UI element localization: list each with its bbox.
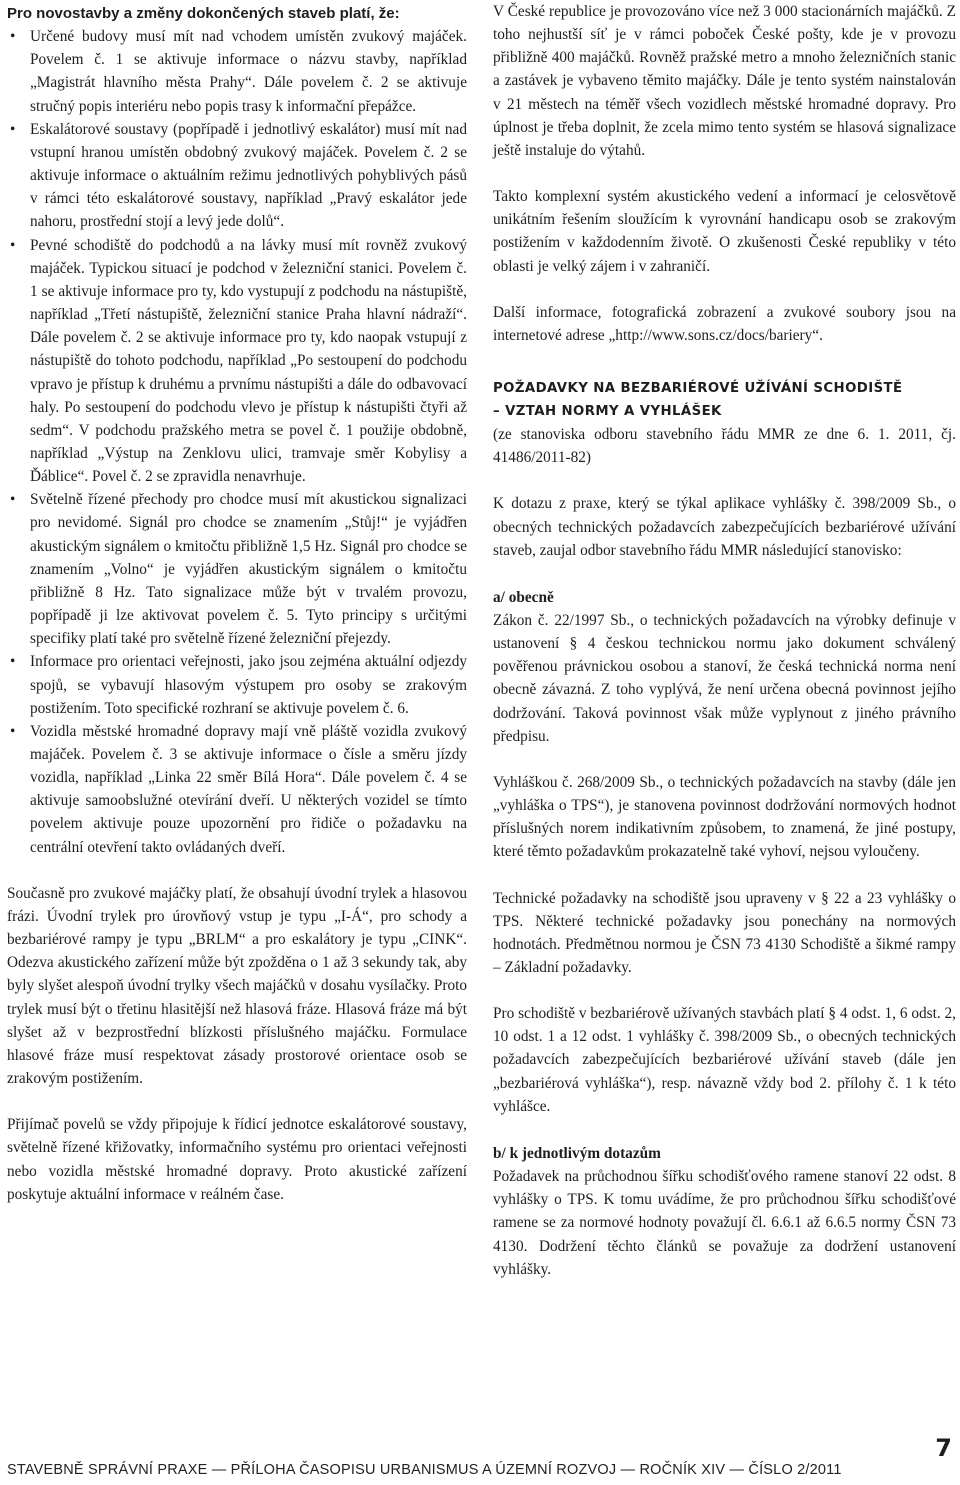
paragraph: Přijímač povelů se vždy připojuje k řídicí jednotce eskalátorové soustavy, světelně řízené křižovatky, informačního systému pro orientaci veřejnosti nebo vozidla městské hromadné dopravy. Proto akustické zařízení poskytuje aktuální informace v reálném čase. <box>7 1116 467 1203</box>
paragraph: Další informace, fotografická zobrazení a zvukové soubory jsou na internetové adrese „http://www.sons.cz/docs/bariery“. <box>493 303 956 344</box>
requirements-list <box>7 25 467 859</box>
left-column <box>7 0 467 1206</box>
list-item: • Pevné schodiště do podchodů a na lávky musí mít rovněž zvukový majáček. Typickou situací je podchod v železniční stanici. Povelem č. 1 se aktivuje informace pro ty, kdo vystupují z podchodu na nástupiště, například „Třetí nástupiště, železniční stanice Praha hlavní nádraží“. Dále povelem č. 2 se aktivuje informace pro ty, kdo naopak vstupují z nástupiště do tohoto podchodu, například „Po sestoupení do podchodu vpravo je přístup k druhému a prvnímu nástupišti a dále do odbavovací haly. Po sestoupení do podchodu vlevo je přístup k nástupišti čtyři až sedm“. V podchodu pražského metra se povel č. 1 použije obdobně, například „Výstup na Zenklovu ulici, tramvaje směr Kobylisy a Ďáblice“. Povel č. 2 se zpravidla nenavrhuje. <box>7 234 467 489</box>
right-column <box>493 0 956 1281</box>
list-item: • Eskalátorové soustavy (popřípadě i jednotlivý eskalátor) musí mít nad vstupní hranou umístěn obdobný zvukový majáček. Povelem č. 2 se aktivuje informace o aktuálním režimu jednotlivých pohyblivých pásů v rámci této eskalátorové soustavy, například „Pravý eskalátor jede nahoru, prostřední stojí a levý jede dolů“. <box>7 118 467 234</box>
subheading: b/ k jednotlivým dotazům <box>493 1144 661 1162</box>
list-item: • Vozidla městské hromadné dopravy mají vně pláště vozidla zvukový majáček. Povelem č. 3 se aktivuje informace o čísle a směru jízdy vozidla, například „Linka 22 směr Bílá Hora“. Dále povelem č. 4 se aktivuje samoobslužné otevírání dveří. U některých vozidel se tímto povelem aktivuje pouze upozornění pro řidiče o požadavku na centrální otevření takto ovládaných dveří. <box>7 720 467 859</box>
paragraph: Vyhláškou č. 268/2009 Sb., o technických požadavcích na stavby (dále jen „vyhláška o TPS“), je stanovena povinnost dodržování normových hodnot příslušných norem indikativním způsobem, to znamená, že jiné postupy, které těmto požadavkům prokazatelně také vyhoví, nejsou vyloučeny. <box>493 773 956 861</box>
paragraph: V České republice je provozováno více než 3 000 stacionárních majáčků. Z toho nejhustší síť je v rámci poboček České pošty, kde je v provozu přibližně 400 majáčků. Rovněž pražské metro a mnoho železničních stanic a zastávek je vybaveno těmito majáčky. Dále je tento systém nainstalován v 21 městech na téměř všech vozidlech městské hromadné dopravy. Pro úplnost je třeba doplnit, že zcela mimo tento systém se hlasová signalizace ještě instaluje do výtahů. <box>493 3 956 159</box>
section-heading-line: – VZTAH NORMY A VYHLÁŠEK <box>493 404 722 420</box>
source-note: (ze stanoviska odboru stavebního řádu MMR ze dne 6. 1. 2011, čj. 41486/2011-82) <box>493 426 956 467</box>
intro-heading: Pro novostavby a změny dokončených staveb platí, že: <box>7 5 400 22</box>
paragraph: Pro schodiště v bezbariérově užívaných stavbách platí § 4 odst. 1, 6 odst. 2, 10 odst. 1 a 12 odst. 1 vyhlášky č. 398/2009 Sb., o obecných technických požadavcích zabezpečujících bezbariérové užívání staveb (dále jen „bezbariérová vyhláška“), resp. návazně vždy bod 2. přílohy č. 1 k této vyhlášce. <box>493 1005 956 1115</box>
section-heading <box>493 377 956 423</box>
paragraph: Požadavek na průchodnou šířku schodišťového ramene stanoví 22 odst. 8 vyhlášky o TPS. K tomu uvádíme, že pro průchodnou šířku schodišťové ramene se za normové hodnoty považují čl. 6.6.1 až 6.6.5 normy ČSN 73 4130. Dodržení těchto článků se považuje za dodržení ustanovení vyhlášky. <box>493 1168 956 1278</box>
page-number: 7 <box>935 1434 952 1462</box>
paragraph: Zákon č. 22/1997 Sb., o technických požadavcích na výrobky definuje v ustanovení § 4 českou technickou normu jako dokument schválený pověřenou právnickou osobou a stanoví, že česká technická norma není obecně závazná. Z toho vyplývá, že není určena obecná povinnost jejího dodržování. Taková povinnost však může vyplynout z jiného právního předpisu. <box>493 611 956 745</box>
paragraph: Takto komplexní systém akustického vedení a informací je celosvětově unikátním řešením sloužícím k vyrovnání handicapu osob se zrakovým postižením v každodenním životě. O zkušenosti České republiky v této oblasti je velký zájem i v zahraničí. <box>493 188 956 275</box>
subheading: a/ obecně <box>493 588 554 606</box>
paragraph: Technické požadavky na schodiště jsou upraveny v § 22 a 23 vyhlášky o TPS. Některé technické požadavky jsou ponechány na normových hodnotách. Předmětnou normou je ČSN 73 4130 Schodiště a šikmé rampy – Základní požadavky. <box>493 889 956 976</box>
list-item: • Informace pro orientaci veřejnosti, jako jsou zejména aktuální odjezdy spojů, se vybavují hlasovým výstupem pro osoby se zrakovým postižením. Toto specifické rozhraní se aktivuje povelem č. 6. <box>7 650 467 719</box>
running-footer: STAVEBNĚ SPRÁVNÍ PRAXE — PŘÍLOHA ČASOPISU URBANISMUS A ÚZEMNÍ ROZVOJ — ROČNÍK XIV — ČÍSLO 2/2011 <box>7 1462 842 1478</box>
paragraph: Současně pro zvukové majáčky platí, že obsahují úvodní trylek a hlasovou frázi. Úvodní trylek pro úrovňový vstup je typu „I-Á“, pro schody a bezbariérové rampy je typu „BRLM“ a pro eskalátory je typu „CINK“. Odezva akustického zařízení může být zpožděna o 1 až 3 sekundy tak, aby byly slyšet alespoň úvodní trylky všech majáčků v dosahu vysílačky. Proto trylek musí být o třetinu hlasitější než hlasová fráze. Hlasová fráze má být slyšet až v bezprostřední blízkosti příslušného majáčku. Formulace hlasové fráze musí respektovat zásady prostorové orientace osob se zrakovým postižením. <box>7 884 467 1088</box>
list-item: • Světelně řízené přechody pro chodce musí mít akustickou signalizaci pro nevidomé. Signál pro chodce se znamením „Stůj!“ je vyjádřen akustickým signálem o kmitočtu přibližně 1,5 Hz. Signál pro chodce se znamením „Volno“ je vyjádřen akustickým signálem o kmitočtu přibližně 8 Hz. Tato signalizace může být v trvalém provozu, popřípadě ji lze aktivovat povelem č. 5. Tyto principy s určitými specifiky platí také pro světelně řízené železniční přejezdy. <box>7 488 467 650</box>
paragraph: K dotazu z praxe, který se týkal aplikace vyhlášky č. 398/2009 Sb., o obecných technických požadavcích zabezpečujících bezbariérové užívání staveb, zaujal odbor stavebního řádu MMR následující stanovisko: <box>493 495 956 559</box>
section-heading-line: POŽADAVKY NA BEZBARIÉROVÉ UŽÍVÁNÍ SCHODIŠTĚ <box>493 381 903 397</box>
list-item: • Určené budovy musí mít nad vchodem umístěn zvukový majáček. Povelem č. 1 se aktivuje informace o názvu stavby, například „Magistrát hlavního města Prahy“. Dále povelem č. 2 se aktivuje stručný popis interiéru nebo popis trasy k informační přepážce. <box>7 25 467 118</box>
